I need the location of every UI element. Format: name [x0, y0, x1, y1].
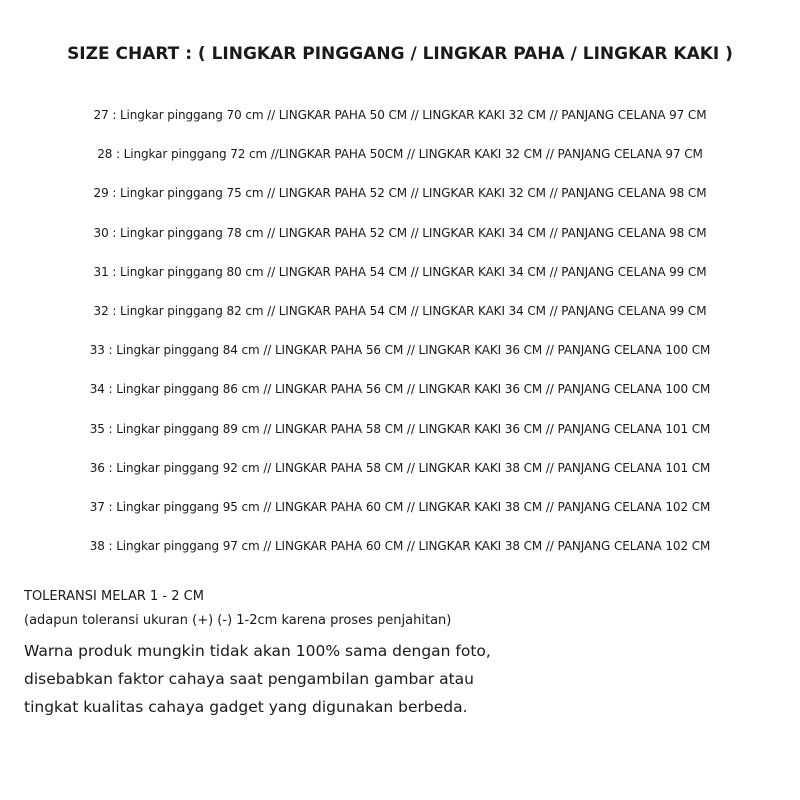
size-row-37: 37 : Lingkar pinggang 95 cm // LINGKAR PAHA 60 CM // LINGKAR KAKI 38 CM // PANJANG CELANA 102 CM	[89, 499, 711, 514]
size-list	[0, 105, 800, 575]
size-row-29: 29 : Lingkar pinggang 75 cm // LINGKAR PAHA 52 CM // LINGKAR KAKI 32 CM // PANJANG CELANA 98 CM	[93, 186, 707, 201]
size-row-28: 28 : Lingkar pinggang 72 cm //LINGKAR PAHA 50CM // LINGKAR KAKI 32 CM // PANJANG CELANA 97 CM	[97, 147, 703, 162]
disclaimer-line: Warna produk mungkin tidak akan 100% sama dengan foto,	[24, 642, 491, 660]
size-row-38: 38 : Lingkar pinggang 97 cm // LINGKAR PAHA 60 CM // LINGKAR KAKI 38 CM // PANJANG CELANA 102 CM	[89, 539, 711, 554]
disclaimer-line: tingkat kualitas cahaya gadget yang digunakan berbeda.	[24, 698, 468, 716]
page-title: SIZE CHART : ( LINGKAR PINGGANG / LINGKAR PAHA / LINGKAR KAKI )	[67, 44, 733, 64]
size-row-33: 33 : Lingkar pinggang 84 cm // LINGKAR PAHA 56 CM // LINGKAR KAKI 36 CM // PANJANG CELANA 100 CM	[89, 343, 711, 358]
size-row-32: 32 : Lingkar pinggang 82 cm // LINGKAR PAHA 54 CM // LINGKAR KAKI 34 CM // PANJANG CELANA 99 CM	[93, 303, 707, 318]
size-row-31: 31 : Lingkar pinggang 80 cm // LINGKAR PAHA 54 CM // LINGKAR KAKI 34 CM // PANJANG CELANA 99 CM	[93, 264, 707, 279]
color-disclaimer	[24, 637, 784, 721]
disclaimer-line: disebabkan faktor cahaya saat pengambilan gambar atau	[24, 670, 474, 688]
size-row-36: 36 : Lingkar pinggang 92 cm // LINGKAR PAHA 58 CM // LINGKAR KAKI 38 CM // PANJANG CELANA 101 CM	[89, 460, 711, 475]
size-row-34: 34 : Lingkar pinggang 86 cm // LINGKAR PAHA 56 CM // LINGKAR KAKI 36 CM // PANJANG CELANA 100 CM	[89, 382, 711, 397]
size-row-30: 30 : Lingkar pinggang 78 cm // LINGKAR PAHA 52 CM // LINGKAR KAKI 34 CM // PANJANG CELANA 98 CM	[93, 225, 707, 240]
size-row-35: 35 : Lingkar pinggang 89 cm // LINGKAR PAHA 58 CM // LINGKAR KAKI 36 CM // PANJANG CELANA 101 CM	[89, 421, 711, 436]
notes-section	[24, 585, 784, 721]
tolerance-title: TOLERANSI MELAR 1 - 2 CM	[24, 589, 204, 604]
size-row-27: 27 : Lingkar pinggang 70 cm // LINGKAR PAHA 50 CM // LINGKAR KAKI 32 CM // PANJANG CELANA 97 CM	[93, 108, 707, 122]
tolerance-detail: (adapun toleransi ukuran (+) (-) 1-2cm karena proses penjahitan)	[24, 613, 452, 628]
